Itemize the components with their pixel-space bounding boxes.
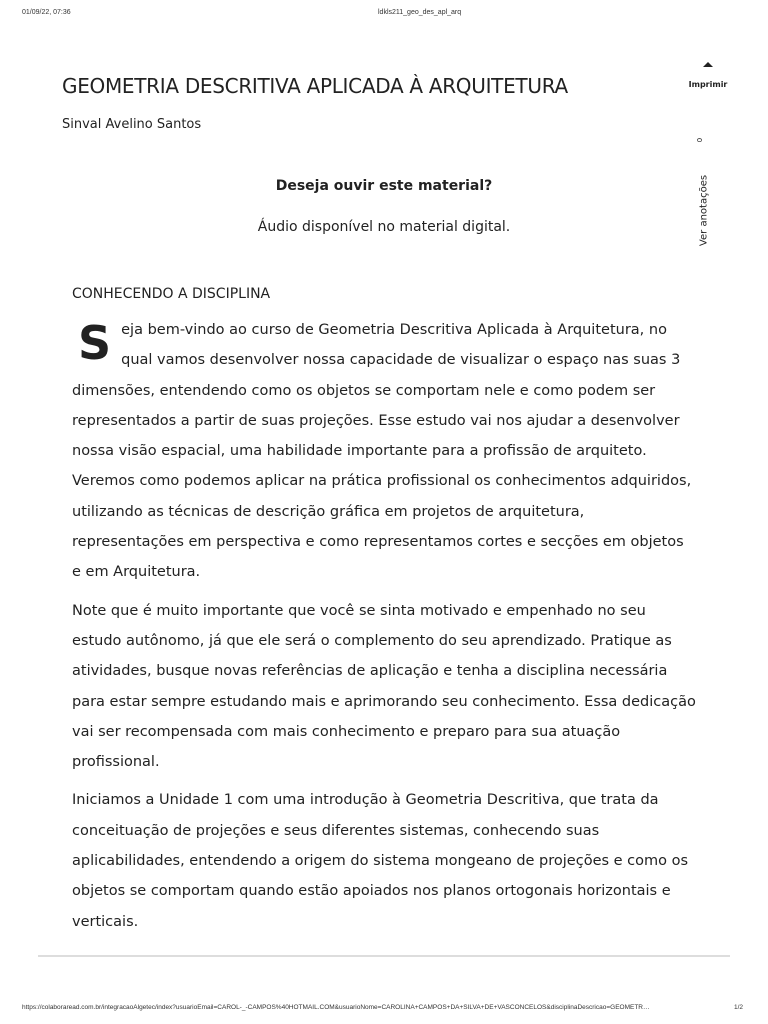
print-button[interactable] (688, 62, 728, 91)
drop-cap-letter: S (78, 316, 112, 370)
view-notes-button[interactable]: Ver anotações (698, 174, 710, 247)
paragraph-motivation: Note que é muito importante que você se sinta motivado e empenhado no seu estudo autônomo, já que ele será o complemento do seu aprendizado. Pratique as atividades, busque novas referências de aplicação e tenha a disciplina necessária para estar sempre estudando mais e aprimorando seu conhecimento. Essa dedicação vai ser recompensada com mais conhecimento e preparo para sua atuação profissional. (72, 602, 696, 771)
document-title: GEOMETRIA DESCRITIVA APLICADA À ARQUITETURA (62, 74, 568, 98)
section-body (72, 315, 697, 945)
audio-question: Deseja ouvir este material? (275, 178, 493, 194)
print-footer-page-number: 1/2 (734, 1004, 744, 1011)
audio-availability-note: Áudio disponível no material digital. (257, 219, 511, 235)
document-author: Sinval Avelino Santos (62, 117, 202, 132)
bottom-divider (38, 955, 730, 957)
print-button-label: Imprimir (688, 80, 728, 89)
print-footer-url: https://colaboraread.com.br/integracaoAlgetec/index?usuarioEmail=CAROL-_-CAMPOS%40HOTMAIL.COM&usuarioNome=CAROLINA+CAMPOS+DA+SILVA+DE+VASCONCELOS&disciplinaDescricao=GEOMETR… (22, 1004, 650, 1011)
paragraph-intro-text: eja bem-vindo ao curso de Geometria Descritiva Aplicada à Arquitetura, no qual vamos desenvolver nossa capacidade de visualizar o espaço nas suas 3 dimensões, entendendo como os objetos se comportam nele e como podem ser representados a partir de suas projeções. Esse estudo vai nos ajudar a desenvolver nossa visão espacial, uma habilidade importante para a profissão de arquiteto. Veremos como podemos aplicar na prática profissional os conhecimentos adquiridos, utilizando as técnicas de descrição gráfica em projetos de arquitetura, representações em perspectiva e como representamos cortes e secções em objetos e em Arquitetura. (72, 322, 692, 581)
notes-count-badge: 0 (696, 137, 705, 143)
print-header-datetime: 01/09/22, 07:36 (22, 9, 71, 16)
arrow-up-icon (703, 62, 713, 67)
paragraph-unit-one: Iniciamos a Unidade 1 com uma introdução à Geometria Descritiva, que trata da conceituação de projeções e seus diferentes sistemas, conhecendo suas aplicabilidades, entendendo a origem do sistema mongeano de projeções e como os objetos se comportam quando estão apoiados nos planos ortogonais horizontais e verticais. (72, 792, 689, 930)
section-heading: CONHECENDO A DISCIPLINA (72, 286, 271, 302)
paragraph-intro (72, 315, 697, 588)
print-header-page-title: ldkls211_geo_des_apl_arq (378, 9, 462, 16)
